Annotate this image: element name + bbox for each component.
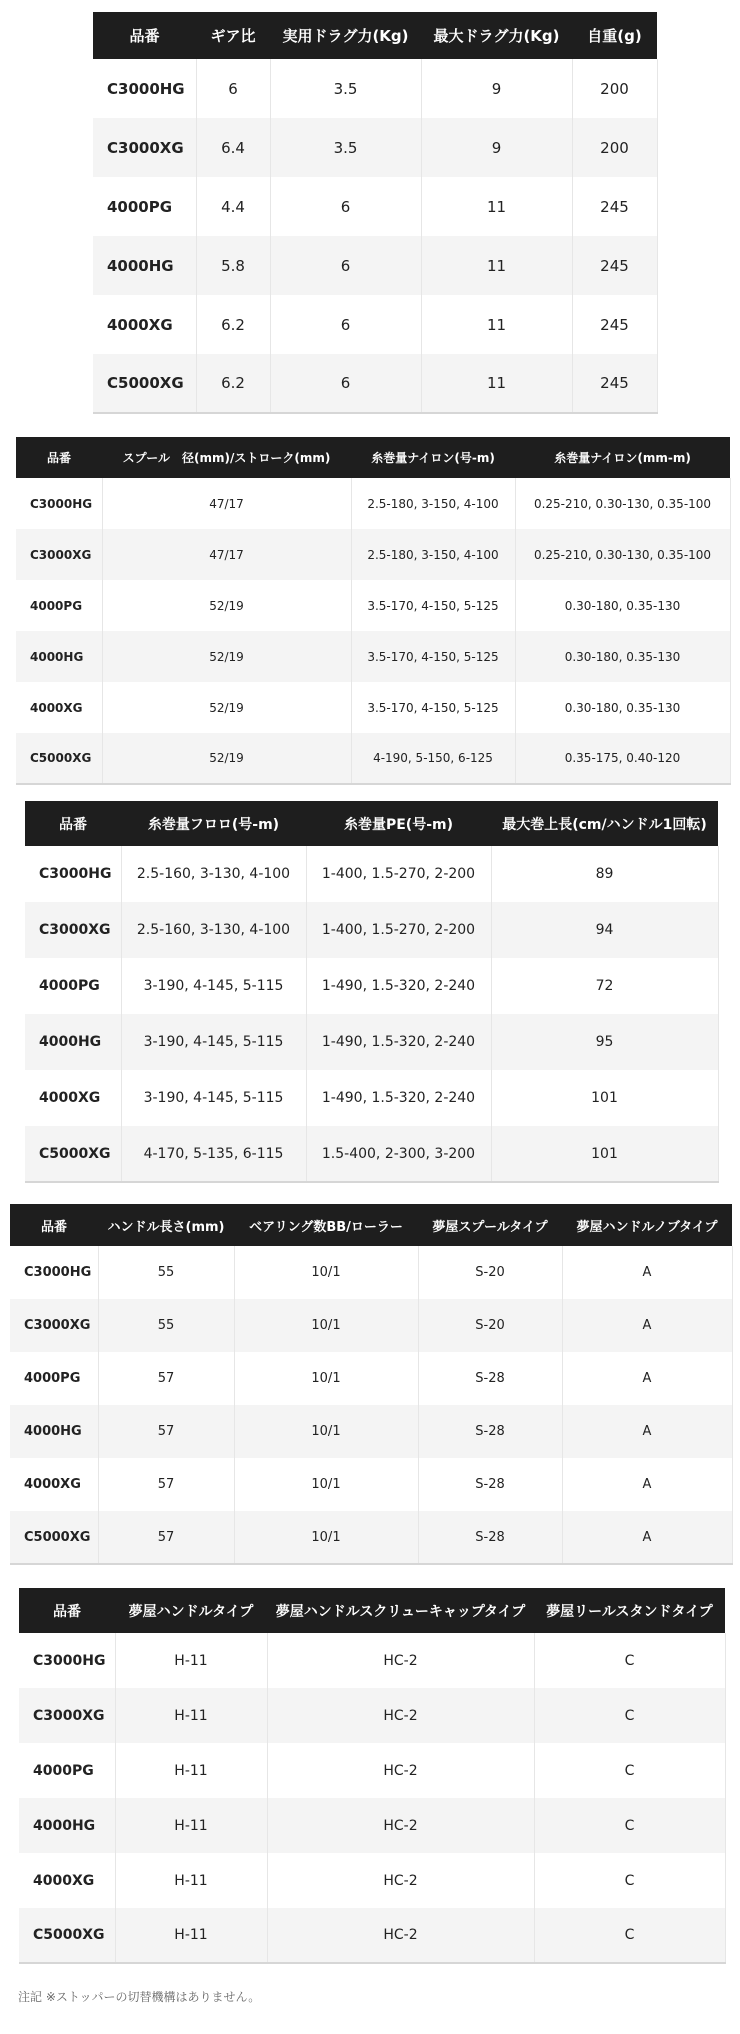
table-cell: S-20 [418,1299,562,1352]
table-cell: 4-170, 5-135, 6-115 [121,1126,306,1182]
model-cell: C3000HG [10,1246,98,1299]
model-cell: C3000XG [25,902,121,958]
table-cell: A [562,1246,732,1299]
table-cell: 57 [98,1458,234,1511]
spec-table-2 [16,437,730,785]
model-cell: C3000XG [10,1299,98,1352]
table-cell: 6 [196,59,270,118]
header-cell: 実用ドラグ力(Kg) [270,12,421,59]
table-cell: C [534,1798,725,1853]
model-cell: 4000HG [25,1014,121,1070]
spec-table-5 [19,1588,725,1964]
table-cell: HC-2 [267,1908,534,1963]
table-row [10,1246,732,1299]
header-cell: 夢屋リールスタンドタイプ [534,1588,725,1633]
header-cell: スプール 径(mm)/ストローク(mm) [102,437,351,478]
table-cell: 101 [491,1070,718,1126]
table-cell: 94 [491,902,718,958]
table-cell: 2.5-160, 3-130, 4-100 [121,846,306,902]
model-cell: 4000XG [16,682,102,733]
model-cell: C3000HG [16,478,102,529]
table-row [16,580,730,631]
table-cell: 3.5-170, 4-150, 5-125 [351,682,515,733]
table-row [19,1633,725,1688]
table-cell: HC-2 [267,1798,534,1853]
table-row [93,118,657,177]
table-cell: 200 [572,118,657,177]
table-cell: 52/19 [102,733,351,784]
table-cell: S-20 [418,1246,562,1299]
table-cell: 89 [491,846,718,902]
table-cell: C [534,1743,725,1798]
model-cell: C3000XG [19,1688,115,1743]
model-cell: C5000XG [16,733,102,784]
header-cell: ハンドル長さ(mm) [98,1204,234,1246]
table-cell: 4-190, 5-150, 6-125 [351,733,515,784]
table-cell: 10/1 [234,1299,418,1352]
table-cell: A [562,1511,732,1564]
table-row [10,1405,732,1458]
table-cell: 5.8 [196,236,270,295]
table-cell: HC-2 [267,1743,534,1798]
spec-table-1 [93,12,657,414]
table-cell: H-11 [115,1688,267,1743]
table-cell: 0.30-180, 0.35-130 [515,682,730,733]
model-cell: 4000HG [10,1405,98,1458]
header-cell: 自重(g) [572,12,657,59]
spec-table-drag [93,12,658,414]
spec-table-handle-bearing [10,1204,733,1565]
header-cell: 品番 [93,12,196,59]
table-cell: 11 [421,177,572,236]
model-cell: 4000XG [10,1458,98,1511]
spec-table-line-nylon [16,437,731,785]
table-cell: 9 [421,59,572,118]
spec-table-yumeya [19,1588,726,1964]
header-cell: 夢屋ハンドルノブタイプ [562,1204,732,1246]
table-cell: 47/17 [102,478,351,529]
model-cell: C5000XG [93,354,196,413]
table-cell: A [562,1405,732,1458]
table-cell: S-28 [418,1352,562,1405]
table-cell: HC-2 [267,1853,534,1908]
table-cell: 52/19 [102,682,351,733]
table-cell: A [562,1352,732,1405]
table-cell: 3-190, 4-145, 5-115 [121,1014,306,1070]
spec-table-line-pe [25,801,719,1183]
table-cell: 4.4 [196,177,270,236]
table-row [16,682,730,733]
table-cell: 52/19 [102,631,351,682]
table-cell: 245 [572,295,657,354]
table-row [16,478,730,529]
table-cell: 1-400, 1.5-270, 2-200 [306,846,491,902]
table-cell: C [534,1853,725,1908]
table-cell: A [562,1458,732,1511]
table-cell: 2.5-180, 3-150, 4-100 [351,478,515,529]
table-cell: A [562,1299,732,1352]
header-cell: 糸巻量ナイロン(号-m) [351,437,515,478]
table-row [10,1352,732,1405]
table-cell: 6 [270,295,421,354]
table-cell: 6.2 [196,354,270,413]
table-cell: 57 [98,1352,234,1405]
table-cell: 2.5-180, 3-150, 4-100 [351,529,515,580]
table-cell: 200 [572,59,657,118]
table-cell: S-28 [418,1458,562,1511]
table-cell: 1.5-400, 2-300, 3-200 [306,1126,491,1182]
table-cell: H-11 [115,1798,267,1853]
table-cell: 10/1 [234,1405,418,1458]
table-row [16,733,730,784]
table-cell: 3-190, 4-145, 5-115 [121,958,306,1014]
table-row [25,1126,718,1182]
spec-table-4 [10,1204,732,1565]
model-cell: C3000HG [93,59,196,118]
table-cell: HC-2 [267,1633,534,1688]
table-row [10,1511,732,1564]
table-cell: 3.5-170, 4-150, 5-125 [351,580,515,631]
model-cell: 4000PG [16,580,102,631]
table-cell: 10/1 [234,1246,418,1299]
table-cell: 245 [572,354,657,413]
table-cell: 72 [491,958,718,1014]
table-cell: 11 [421,295,572,354]
header-cell: ベアリング数BB/ローラー [234,1204,418,1246]
table-cell: 6 [270,354,421,413]
header-cell: 品番 [19,1588,115,1633]
model-cell: 4000PG [10,1352,98,1405]
table-cell: 6.4 [196,118,270,177]
table-row [10,1458,732,1511]
table-cell: 101 [491,1126,718,1182]
table-cell: 0.30-180, 0.35-130 [515,631,730,682]
header-cell: 最大巻上長(cm/ハンドル1回転) [491,801,718,846]
table-cell: HC-2 [267,1688,534,1743]
table-cell: S-28 [418,1511,562,1564]
table-cell: 1-400, 1.5-270, 2-200 [306,902,491,958]
table-row [19,1908,725,1963]
model-cell: 4000XG [19,1853,115,1908]
table-cell: 245 [572,236,657,295]
table-row [25,902,718,958]
table-cell: 3.5 [270,118,421,177]
table-cell: 6 [270,236,421,295]
model-cell: 4000HG [19,1798,115,1853]
table-row [19,1688,725,1743]
table-cell: H-11 [115,1853,267,1908]
table-cell: 0.30-180, 0.35-130 [515,580,730,631]
table-cell: 1-490, 1.5-320, 2-240 [306,958,491,1014]
model-cell: 4000HG [93,236,196,295]
model-cell: 4000PG [19,1743,115,1798]
table-cell: 3.5-170, 4-150, 5-125 [351,631,515,682]
table-row [93,236,657,295]
model-cell: C5000XG [19,1908,115,1963]
header-cell: 品番 [16,437,102,478]
table-cell: 0.25-210, 0.30-130, 0.35-100 [515,529,730,580]
table-cell: 245 [572,177,657,236]
model-cell: 4000XG [25,1070,121,1126]
table-cell: 6.2 [196,295,270,354]
table-row [25,958,718,1014]
footnote: 注記 ※ストッパーの切替機構はありません。 [18,1990,261,2004]
table-cell: 55 [98,1299,234,1352]
header-cell: 夢屋ハンドルスクリューキャップタイプ [267,1588,534,1633]
table-cell: 10/1 [234,1352,418,1405]
table-row [25,846,718,902]
table-cell: 95 [491,1014,718,1070]
table-row [25,1070,718,1126]
header-cell: 夢屋スプールタイプ [418,1204,562,1246]
header-cell: 最大ドラグ力(Kg) [421,12,572,59]
model-cell: C5000XG [10,1511,98,1564]
table-cell: 57 [98,1405,234,1458]
table-row [16,631,730,682]
table-cell: C [534,1633,725,1688]
model-cell: 4000HG [16,631,102,682]
table-cell: 0.35-175, 0.40-120 [515,733,730,784]
table-cell: 10/1 [234,1458,418,1511]
header-cell: ギア比 [196,12,270,59]
header-cell: 品番 [10,1204,98,1246]
table-row [25,1014,718,1070]
model-cell: C3000XG [93,118,196,177]
table-cell: 2.5-160, 3-130, 4-100 [121,902,306,958]
table-cell: 3.5 [270,59,421,118]
table-cell: 0.25-210, 0.30-130, 0.35-100 [515,478,730,529]
model-cell: C3000XG [16,529,102,580]
table-row [10,1299,732,1352]
table-cell: 3-190, 4-145, 5-115 [121,1070,306,1126]
spec-table-3 [25,801,718,1183]
table-cell: 9 [421,118,572,177]
model-cell: C5000XG [25,1126,121,1182]
model-cell: 4000XG [93,295,196,354]
table-cell: 55 [98,1246,234,1299]
table-cell: H-11 [115,1908,267,1963]
table-cell: 57 [98,1511,234,1564]
header-cell: 品番 [25,801,121,846]
table-cell: C [534,1908,725,1963]
model-cell: 4000PG [25,958,121,1014]
table-cell: 47/17 [102,529,351,580]
table-row [93,295,657,354]
model-cell: C3000HG [19,1633,115,1688]
table-cell: 1-490, 1.5-320, 2-240 [306,1070,491,1126]
table-cell: H-11 [115,1743,267,1798]
table-row [16,529,730,580]
table-cell: 52/19 [102,580,351,631]
table-cell: 6 [270,177,421,236]
table-row [93,59,657,118]
table-cell: 11 [421,354,572,413]
header-cell: 夢屋ハンドルタイプ [115,1588,267,1633]
table-row [19,1798,725,1853]
table-row [19,1743,725,1798]
table-cell: H-11 [115,1633,267,1688]
table-cell: 1-490, 1.5-320, 2-240 [306,1014,491,1070]
table-row [93,354,657,413]
model-cell: 4000PG [93,177,196,236]
header-cell: 糸巻量PE(号-m) [306,801,491,846]
header-cell: 糸巻量フロロ(号-m) [121,801,306,846]
table-cell: 10/1 [234,1511,418,1564]
table-row [19,1853,725,1908]
table-row [93,177,657,236]
table-cell: 11 [421,236,572,295]
header-cell: 糸巻量ナイロン(mm-m) [515,437,730,478]
table-cell: C [534,1688,725,1743]
table-cell: S-28 [418,1405,562,1458]
model-cell: C3000HG [25,846,121,902]
